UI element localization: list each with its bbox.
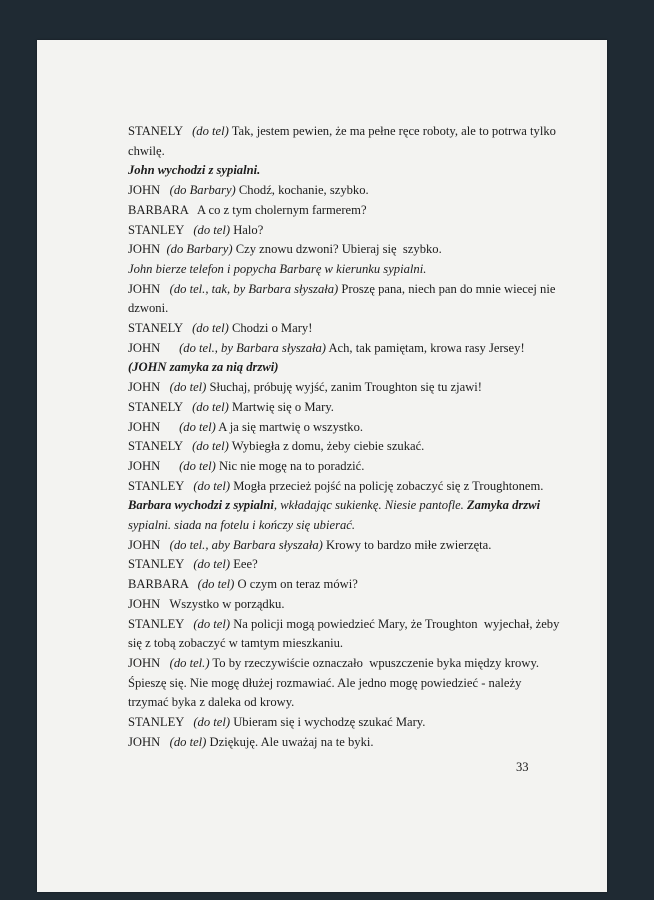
dialogue-text: Martwię się o Mary. <box>228 399 334 414</box>
stage-direction: (do tel., tak, by Barbara słyszała) <box>169 281 339 296</box>
dialogue-text: Ubieram się i wychodzę szukać Mary. <box>230 715 426 730</box>
dialogue-text: Chodzi o Mary! <box>228 321 313 336</box>
dialogue-text: Ach, tak pamiętam, krowa rasy Jersey! <box>326 340 525 355</box>
document-page <box>37 40 607 892</box>
dialogue-text: JOHN <box>128 340 180 355</box>
script-line <box>128 536 568 556</box>
stage-direction: (do tel) <box>179 419 216 434</box>
dialogue-text: Tak, jestem pewien, że ma pełne ręce roboty, ale to potrwa tylko <box>228 124 556 138</box>
dialogue-text: STANELY <box>128 399 193 414</box>
dialogue-text: trzymać byka z daleka od krowy. <box>128 695 295 710</box>
stage-direction: (do tel) <box>169 734 207 749</box>
stage-direction: John bierze telefon i popycha Barbarę w kierunku sypialni. <box>128 261 427 276</box>
script-line <box>128 516 568 536</box>
dialogue-text: JOHN <box>128 655 170 670</box>
script-line <box>128 122 568 142</box>
dialogue-text: JOHN <box>128 537 170 552</box>
script-line <box>128 595 568 615</box>
stage-direction: (do tel.) <box>169 655 210 670</box>
dialogue-text: STANELY <box>128 124 193 138</box>
script-line <box>128 713 568 733</box>
dialogue-text: Proszę pana, niech pan do mnie wiecej nie <box>338 281 556 296</box>
stage-direction: (do tel) <box>193 557 231 572</box>
stage-direction: (do tel) <box>197 577 235 592</box>
script-line <box>128 634 568 654</box>
script-line <box>128 201 568 221</box>
dialogue-text: JOHN <box>128 458 180 473</box>
stage-direction: (do tel) <box>193 616 231 631</box>
dialogue-text: JOHN <box>128 183 170 198</box>
stage-direction: John wychodzi z sypialni. <box>128 163 261 178</box>
stage-direction: sypialni. siada na fotelu i kończy się ubierać. <box>128 518 356 533</box>
dialogue-text: Halo? <box>230 222 264 237</box>
dialogue-text: STANELY <box>128 439 193 454</box>
stage-direction: (do tel) <box>192 321 229 336</box>
stage-direction: Barbara wychodzi z sypialni <box>128 498 274 513</box>
stage-direction: (do tel) <box>193 478 231 493</box>
stage-direction: (do tel) <box>192 124 229 138</box>
script-line <box>128 358 568 378</box>
script-line <box>128 280 568 300</box>
dialogue-text: Nic nie mogę na to poradzić. <box>215 458 365 473</box>
stage-direction: (do tel) <box>192 399 229 414</box>
dialogue-text: się z tobą zobaczyć w tamtym mieszkaniu. <box>128 636 344 651</box>
dialogue-text: chwilę. <box>128 143 165 158</box>
stage-direction: (do tel., aby Barbara słyszała) <box>169 537 323 552</box>
script-line <box>128 161 568 181</box>
dialogue-text: A ja się martwię o wszystko. <box>215 419 364 434</box>
dialogue-text: STANLEY <box>128 478 194 493</box>
stage-direction: (do Barbary) <box>169 183 236 198</box>
dialogue-text: STANLEY <box>128 715 194 730</box>
dialogue-text: JOHN <box>128 380 170 395</box>
script-line <box>128 260 568 280</box>
script-text <box>128 122 568 753</box>
script-line <box>128 319 568 339</box>
script-line <box>128 615 568 635</box>
script-line <box>128 674 568 694</box>
stage-direction: (JOHN zamyka za nią drzwi) <box>128 360 279 375</box>
stage-direction: (do tel) <box>192 439 229 454</box>
dialogue-text: To by rzeczywiście oznaczało wpuszczenie byka między krowy. <box>209 655 540 670</box>
dialogue-text: Słuchaj, próbuję wyjść, zanim Troughton się tu zjawi! <box>206 380 482 395</box>
script-line <box>128 299 568 319</box>
dialogue-text: BARBARA <box>128 577 198 592</box>
script-line <box>128 477 568 497</box>
stage-direction: (do tel) <box>179 458 216 473</box>
dialogue-text: BARBARA A co z tym cholernym farmerem? <box>128 202 367 217</box>
script-line <box>128 437 568 457</box>
script-line <box>128 339 568 359</box>
dialogue-text: Krowy to bardzo miłe zwierzęta. <box>322 537 492 552</box>
script-line <box>128 575 568 595</box>
page-number: 33 <box>516 760 529 774</box>
script-line <box>128 733 568 753</box>
script-line <box>128 181 568 201</box>
dialogue-text: JOHN <box>128 734 170 749</box>
dialogue-text: Śpieszę się. Nie mogę dłużej rozmawiać. Ale jedno mogę powiedzieć - należy <box>128 675 522 690</box>
stage-direction: Zamyka drzwi <box>466 498 541 513</box>
dialogue-text: O czym on teraz mówi? <box>234 577 358 592</box>
script-line <box>128 496 568 516</box>
dialogue-text: Dziękuję. Ale uważaj na te byki. <box>206 734 374 749</box>
script-line <box>128 221 568 241</box>
script-line <box>128 457 568 477</box>
script-line <box>128 398 568 418</box>
script-line <box>128 142 568 162</box>
dialogue-text: STANLEY <box>128 616 194 631</box>
dialogue-text: dzwoni. <box>128 301 169 316</box>
dialogue-text: JOHN <box>128 419 180 434</box>
stage-direction: (do tel) <box>169 380 207 395</box>
dialogue-text: STANLEY <box>128 557 194 572</box>
script-line <box>128 654 568 674</box>
script-line <box>128 378 568 398</box>
dialogue-text: Czy znowu dzwoni? Ubieraj się szybko. <box>232 242 442 257</box>
dialogue-text: JOHN <box>128 281 170 296</box>
dialogue-text: Wybiegła z domu, żeby ciebie szukać. <box>228 439 425 454</box>
stage-direction: (do tel., by Barbara słyszała) <box>179 340 326 355</box>
script-line <box>128 418 568 438</box>
dialogue-text: JOHN Wszystko w porządku. <box>128 596 285 611</box>
stage-direction: (do Barbary) <box>166 242 233 257</box>
script-line <box>128 693 568 713</box>
stage-direction: (do tel) <box>193 715 231 730</box>
dialogue-text: STANELY <box>128 321 193 336</box>
dialogue-text: Na policji mogą powiedzieć Mary, że Troughton wyjechał, żeby <box>230 616 560 631</box>
dialogue-text: Chodź, kochanie, szybko. <box>235 183 369 198</box>
script-line <box>128 240 568 260</box>
stage-direction: (do tel) <box>193 222 231 237</box>
stage-direction: , wkładając sukienkę. Niesie pantofle. <box>273 498 467 513</box>
dialogue-text: JOHN <box>128 242 167 257</box>
dialogue-text: STANLEY <box>128 222 194 237</box>
script-line <box>128 555 568 575</box>
dialogue-text: Mogła przecież pojść na policję zobaczyć się z Troughtonem. <box>230 478 544 493</box>
dialogue-text: Eee? <box>230 557 258 572</box>
